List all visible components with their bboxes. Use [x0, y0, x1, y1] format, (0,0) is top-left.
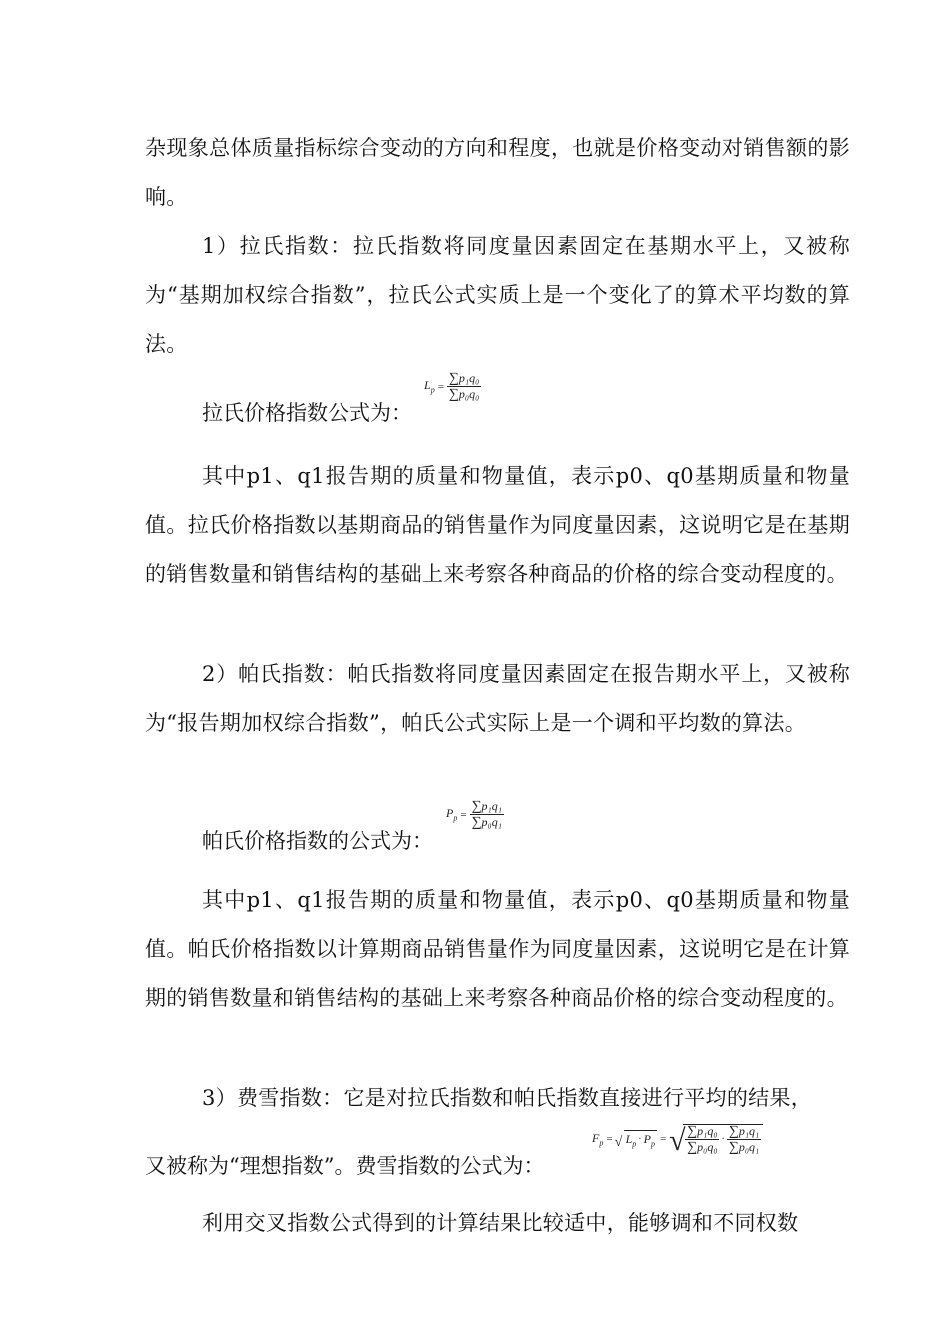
fisher-formula-label: 又被称为“理想指数”。费雪指数的公式为： [145, 1154, 545, 1178]
formula-lhs: $P_p$ [446, 806, 458, 823]
laspeyres-formula: $L_p$ = $\frac{\text{∑p₁q₀}}{\text{∑p₀q₀}}$ [424, 371, 480, 402]
paragraph-paasche-definition: 2）帕氏指数：帕氏指数将同度量因素固定在报告期水平上，又被称为“报告期加权综合指数”，帕氏公式实际上是一个调和平均数的算法。 [145, 662, 850, 735]
paragraph-cross-index: 利用交叉指数公式得到的计算结果比较适中，能够调和不同权数 [202, 1211, 799, 1235]
formula-sqrt-small: √ $L_p \cdot P_p$ [624, 1130, 657, 1149]
paragraph-intro: 杂现象总体质量指标综合变动的方向和程度，也就是价格变动对销售额的影响。 [145, 136, 850, 209]
paragraph-fisher-definition: 3）费雪指数：它是对拉氏指数和帕氏指数直接进行平均的结果， [202, 1086, 813, 1110]
formula-lhs: $F_p$ [592, 1130, 604, 1148]
laspeyres-formula-label: 拉氏价格指数公式为： [202, 401, 412, 425]
paasche-formula-label: 帕氏价格指数的公式为： [202, 829, 433, 853]
formula-sqrt-large: √ $\frac{\text{∑p₁q₀}}{\text{∑p₀q₀}}$ · $\frac{\text{∑p₁q₁}}{\text{∑p₀q₁}}$ [683, 1124, 763, 1154]
paragraph-paasche-explanation: 其中p1、q1报告期的质量和物量值，表示p0、q0基期质量和物量值。帕氏价格指数以计算期商品销售量作为同度量因素，这说明它是在计算期的销售数量和销售结构的基础上来考察各种商品价格的综合变动程度的。 [145, 888, 850, 1010]
fisher-formula: $F_p$ =√ $L_p \cdot P_p$ = √ $\frac{\text{∑p₁q₀}}{\text{∑p₀q₀}}$ · $\frac{\text{∑p₁q₁}}{\text{∑p₀q₁}}$ [592, 1124, 763, 1154]
paasche-formula: $P_p$ = $\frac{\text{∑p₁q₁}}{\text{∑p₀q₁}}$ [446, 799, 502, 830]
paragraph-laspeyres-explanation: 其中p1、q1报告期的质量和物量值，表示p0、q0基期质量和物量值。拉氏价格指数以基期商品的销售量作为同度量因素，这说明它是在基期的销售数量和销售结构的基础上来考察各种商品的价格的综合变动程度的。 [145, 464, 850, 586]
formula-fraction: $\frac{\text{∑p₁q₀}}{\text{∑p₀q₀}}$ [448, 371, 480, 402]
paragraph-laspeyres-definition: 1）拉氏指数：拉氏指数将同度量因素固定在基期水平上，又被称为“基期加权综合指数”，拉氏公式实质上是一个变化了的算术平均数的算法。 [145, 234, 850, 356]
formula-fraction: $\frac{\text{∑p₁q₁}}{\text{∑p₀q₁}}$ [471, 799, 502, 830]
formula-lhs: $L_p$ [424, 378, 435, 395]
